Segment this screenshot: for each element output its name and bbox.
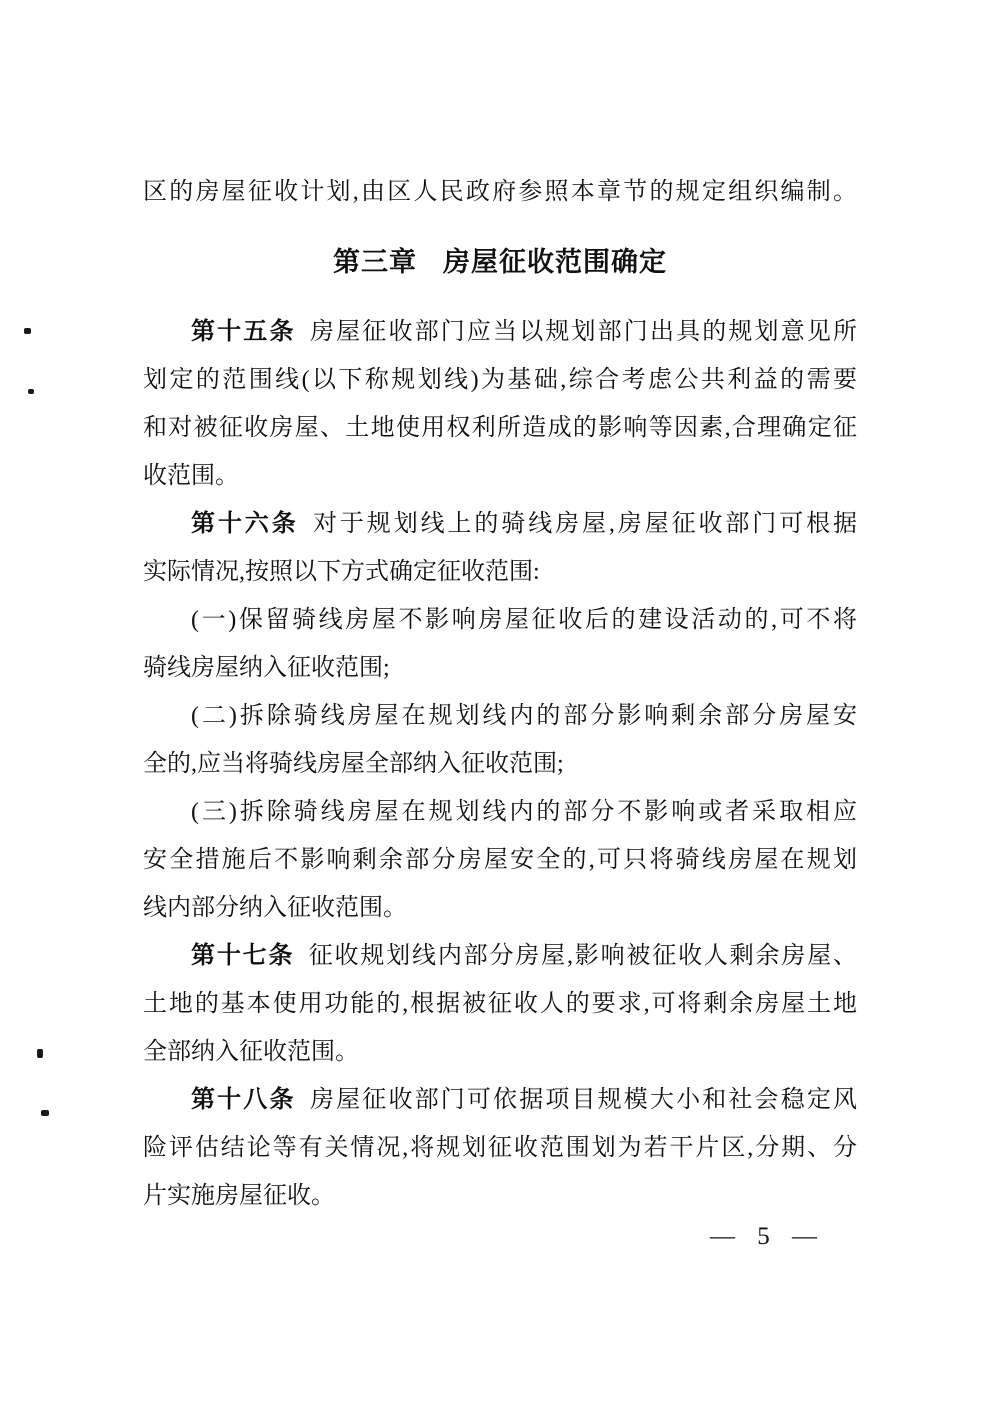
article-label: 第十七条	[191, 942, 295, 969]
text-line: 片实施房屋征收。	[143, 1183, 335, 1209]
article-label: 第十八条	[191, 1086, 296, 1113]
article-paragraph	[143, 308, 857, 500]
article-paragraph	[143, 500, 857, 596]
text-line: 土地的基本使用功能的,根据被征收人的要求,可将剩余房屋土地	[143, 991, 857, 1017]
text-line: 收范围。	[143, 463, 239, 489]
text-line: 实际情况,按照以下方式确定征收范围:	[143, 559, 540, 585]
text-line: 安全措施后不影响剩余部分房屋安全的,可只将骑线房屋在规划	[143, 847, 857, 873]
scan-speck	[41, 1110, 49, 1116]
list-item-paragraph	[143, 596, 857, 692]
chapter-title: 房屋征收范围确定	[443, 247, 667, 277]
text-line: 和对被征收房屋、土地使用权利所造成的影响等因素,合理确定征	[143, 415, 857, 441]
page-number: — 5 —	[710, 1223, 820, 1250]
text-line: (一)保留骑线房屋不影响房屋征收后的建设活动的,可不将	[191, 607, 857, 633]
text-line: 险评估结论等有关情况,将规划征收范围划为若干片区,分期、分	[143, 1135, 857, 1161]
document-content	[143, 168, 857, 1220]
line-text: 对于规划线上的骑线房屋,房屋征收部门可根据	[313, 511, 857, 537]
text-line	[143, 932, 857, 980]
scan-speck	[37, 1049, 43, 1058]
text-line: 划定的范围线(以下称规划线)为基础,综合考虑公共利益的需要	[143, 367, 857, 393]
text-line: 全部纳入征收范围。	[143, 1039, 359, 1065]
text-line	[143, 1076, 857, 1124]
chapter-number: 第三章	[333, 247, 417, 277]
article-label: 第十五条	[191, 318, 296, 345]
chapter-heading	[143, 238, 857, 286]
scan-speck	[24, 328, 31, 334]
list-item-paragraph	[143, 692, 857, 788]
line-text: 房屋征收部门可依据项目规模大小和社会稳定风	[310, 1087, 857, 1113]
article-paragraph	[143, 1076, 857, 1220]
list-item-paragraph	[143, 788, 857, 932]
text-line: 全的,应当将骑线房屋全部纳入征收范围;	[143, 751, 564, 777]
text-line: 线内部分纳入征收范围。	[143, 895, 407, 921]
line-text: 征收规划线内部分房屋,影响被征收人剩余房屋、	[308, 943, 857, 969]
text-line: (三)拆除骑线房屋在规划线内的部分不影响或者采取相应	[191, 799, 857, 825]
text-line	[143, 500, 857, 548]
scan-speck	[28, 389, 34, 394]
article-label: 第十六条	[191, 510, 299, 537]
intro-line: 区的房屋征收计划,由区人民政府参照本章节的规定组织编制。	[143, 179, 857, 205]
text-line	[143, 308, 857, 356]
line-text: 房屋征收部门应当以规划部门出具的规划意见所	[310, 319, 857, 345]
text-line: (二)拆除骑线房屋在规划线内的部分影响剩余部分房屋安	[191, 703, 857, 729]
text-line: 骑线房屋纳入征收范围;	[143, 655, 390, 681]
article-paragraph	[143, 932, 857, 1076]
